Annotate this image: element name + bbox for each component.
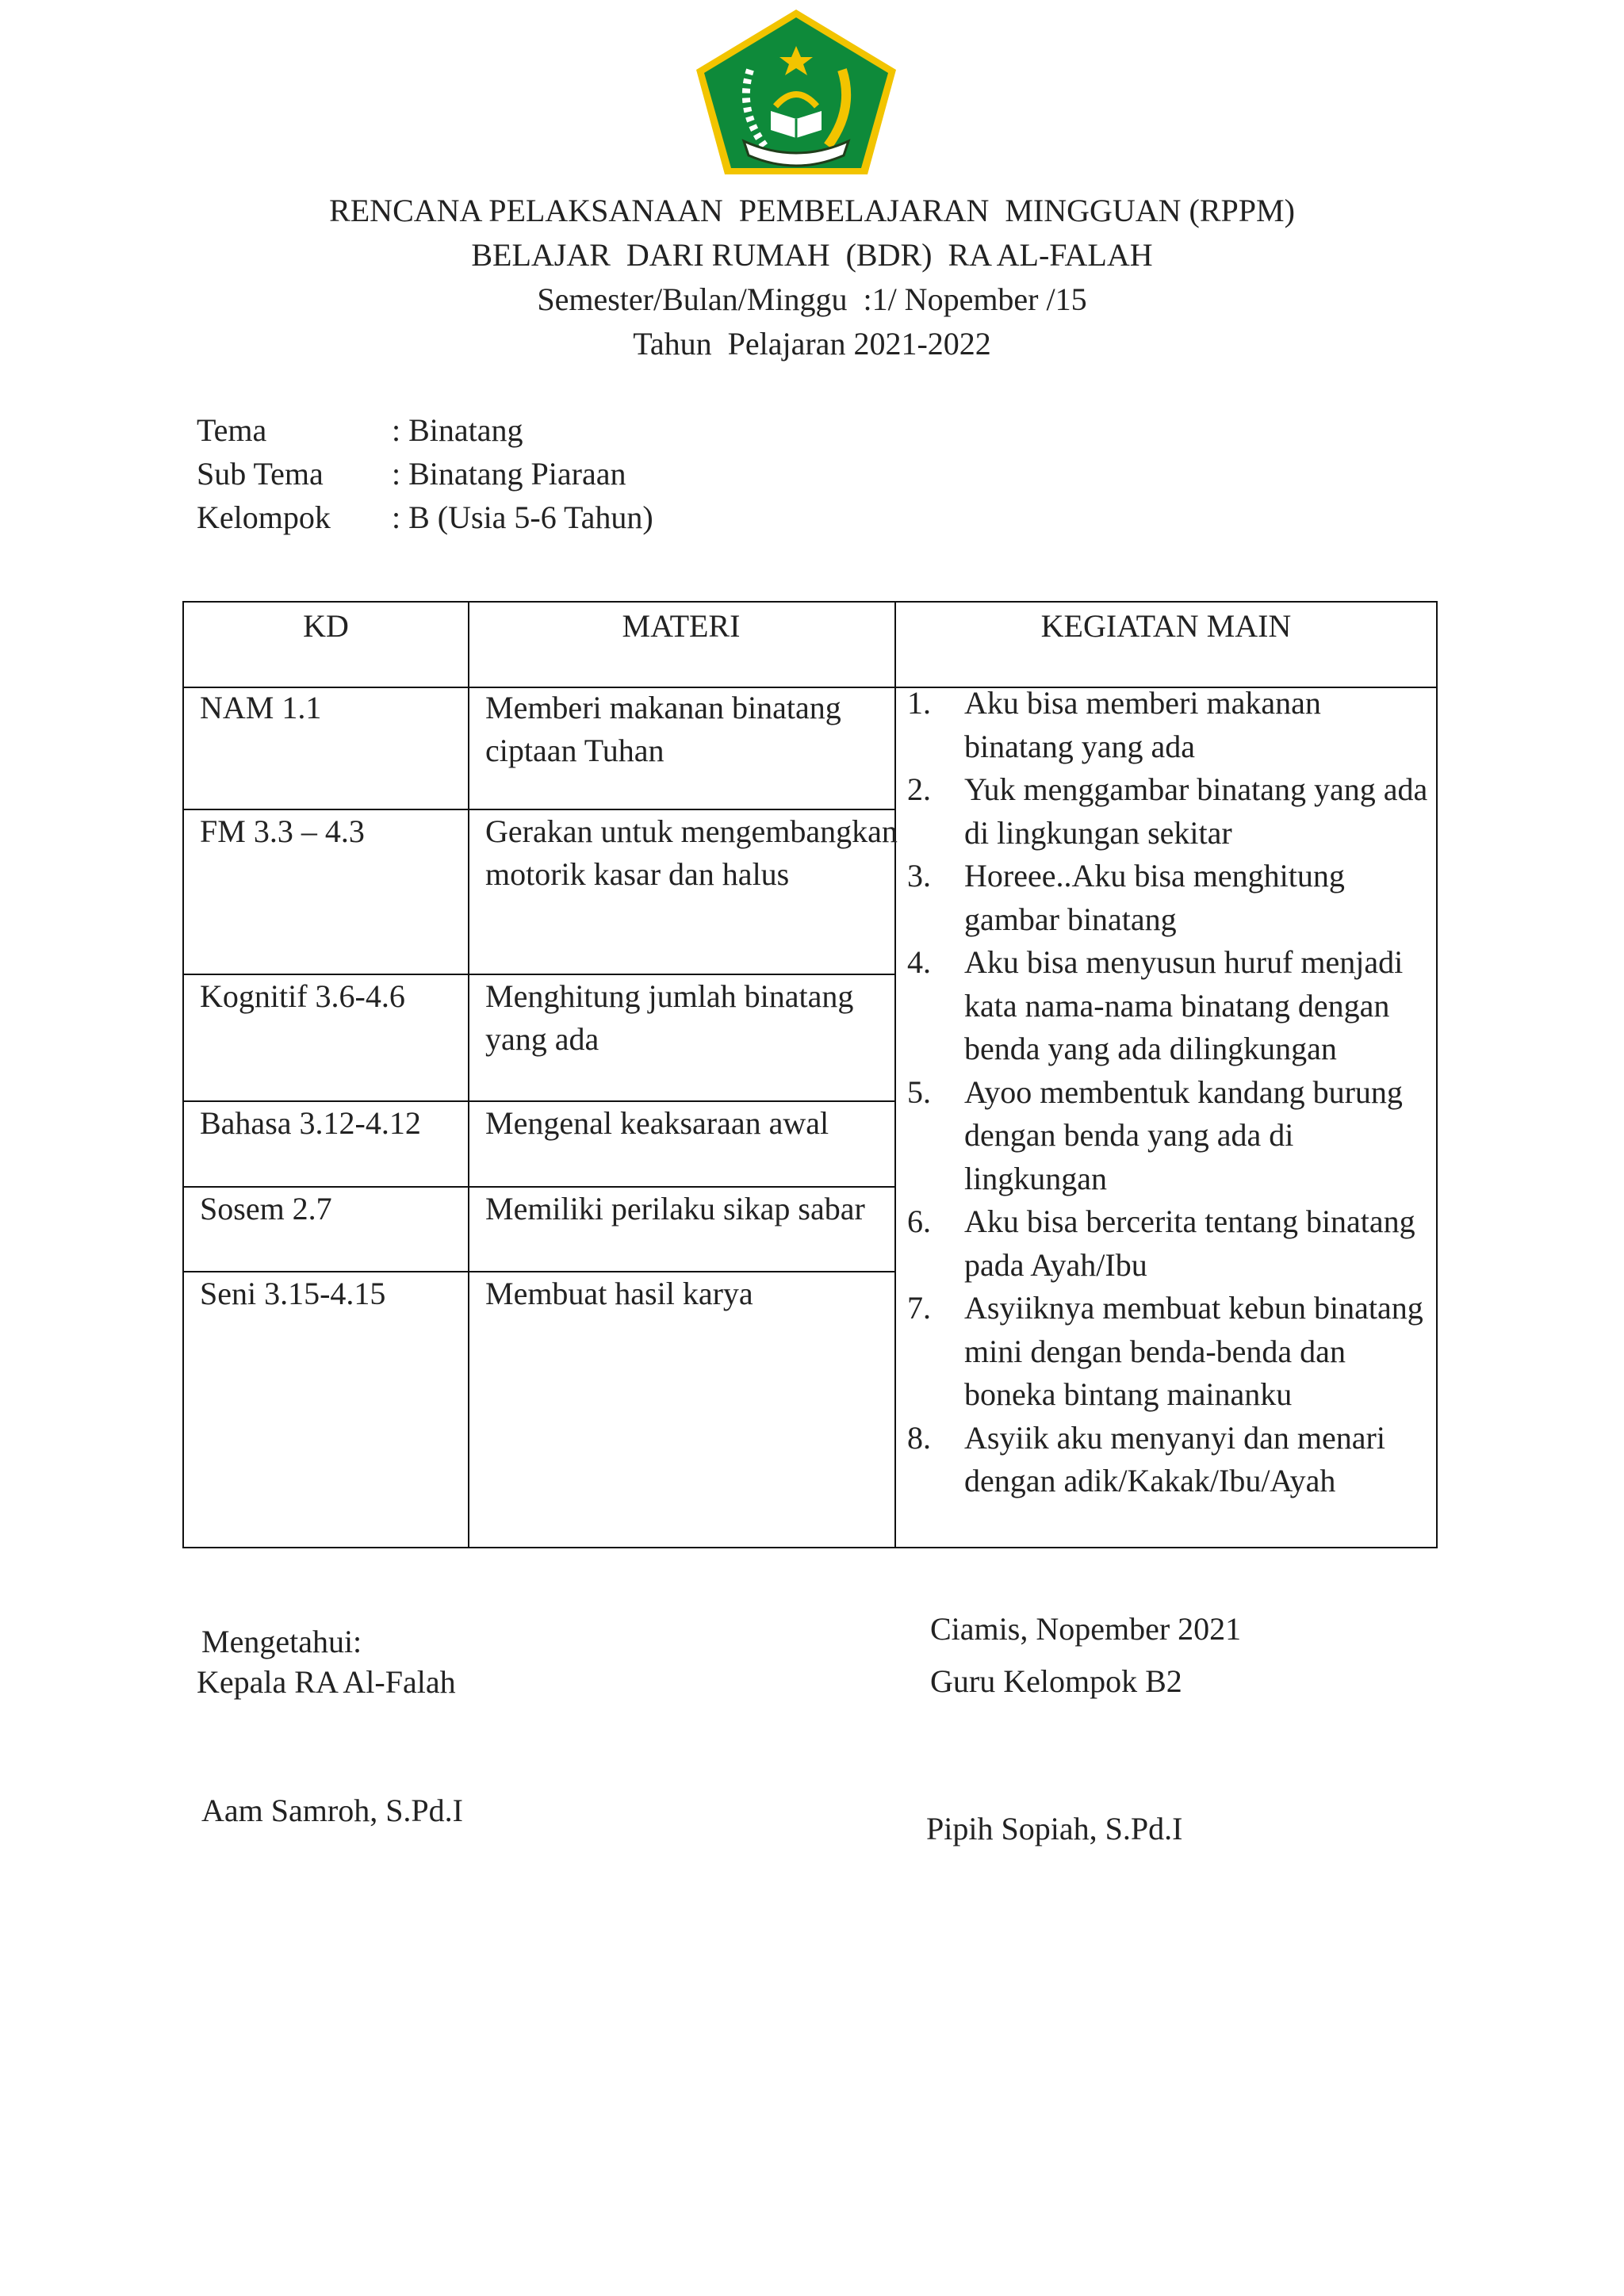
info-row-kelompok [197, 496, 831, 539]
document-header [0, 189, 1624, 233]
list-number: 2. [907, 771, 931, 807]
approval-label: Mengetahui: [201, 1624, 362, 1659]
list-text: Horeee..Aku bisa menghitung gambar binatang [964, 858, 1345, 937]
list-text: Aku bisa bercerita tentang binatang pada Ayah/Ibu [964, 1203, 1415, 1283]
kd-cell: Bahasa 3.12-4.12 [200, 1105, 421, 1141]
list-item [907, 682, 1431, 768]
list-item [907, 768, 1431, 855]
info-value: : Binatang Piaraan [392, 456, 626, 492]
materi-cell: Membuat hasil karya [485, 1276, 753, 1311]
teacher-title: Guru Kelompok B2 [930, 1663, 1182, 1699]
list-text: Yuk menggambar binatang yang ada di lingkungan sekitar [964, 771, 1428, 851]
info-block [197, 408, 831, 539]
teacher-name: Pipih Sopiah, S.Pd.I [926, 1811, 1183, 1846]
list-text: Aku bisa memberi makanan binatang yang ada [964, 685, 1321, 764]
info-row-tema [197, 408, 831, 452]
kd-cell: Seni 3.15-4.15 [200, 1276, 386, 1311]
header-line2-wrap [0, 233, 1624, 277]
header-line3-wrap [0, 277, 1624, 322]
column-header-materi: MATERI [622, 608, 741, 644]
info-label: Sub Tema [197, 456, 324, 492]
list-item [907, 941, 1431, 1071]
list-item [907, 1071, 1431, 1201]
plan-table [182, 601, 1438, 1548]
materi-cell: Memiliki perilaku sikap sabar [485, 1191, 865, 1226]
kd-cell: FM 3.3 – 4.3 [200, 813, 365, 849]
list-number: 3. [907, 858, 931, 894]
header-line4-wrap [0, 322, 1624, 366]
list-item [907, 855, 1431, 941]
place-date: Ciamis, Nopember 2021 [930, 1611, 1242, 1647]
materi-cell: Memberi makanan binatang ciptaan Tuhan [485, 690, 841, 768]
kd-cell: Kognitif 3.6-4.6 [200, 978, 405, 1014]
list-item [907, 1200, 1431, 1287]
list-text: Aku bisa menyusun huruf menjadi kata nama-nama binatang dengan benda yang ada dilingkungan [964, 944, 1404, 1066]
kd-cell: Sosem 2.7 [200, 1191, 332, 1226]
kd-cell: NAM 1.1 [200, 690, 322, 725]
info-label: Tema [197, 412, 267, 448]
list-number: 4. [907, 944, 931, 980]
list-text: Asyiiknya membuat kebun binatang mini dengan benda-benda dan boneka bintang mainanku [964, 1290, 1423, 1412]
list-number: 5. [907, 1073, 931, 1110]
list-text: Asyiik aku menyanyi dan menari dengan adik/Kakak/Ibu/Ayah [964, 1419, 1385, 1498]
list-item [907, 1287, 1431, 1417]
list-number: 7. [907, 1290, 931, 1326]
activity-list [907, 682, 1431, 1503]
list-number: 6. [907, 1203, 931, 1239]
header-semester: Semester/Bulan/Minggu :1/ Nopember /15 [537, 281, 1087, 317]
info-value: : B (Usia 5-6 Tahun) [392, 499, 653, 535]
header-title: RENCANA PELAKSANAAN PEMBELAJARAN MINGGUAN (RPPM) [329, 193, 1295, 228]
materi-cell: Mengenal keaksaraan awal [485, 1105, 829, 1141]
column-header-kegiatan: KEGIATAN MAIN [1040, 608, 1292, 644]
header-school-year: Tahun Pelajaran 2021-2022 [633, 326, 991, 362]
principal-name: Aam Samroh, S.Pd.I [201, 1793, 463, 1828]
list-item [907, 1417, 1431, 1503]
materi-cell: Menghitung jumlah binatang yang ada [485, 978, 854, 1057]
info-label: Kelompok [197, 499, 331, 535]
column-divider [468, 603, 469, 1547]
info-value: : Binatang [392, 412, 523, 448]
materi-cell: Gerakan untuk mengembangkan motorik kasar dan halus [485, 813, 898, 892]
info-row-subtema [197, 452, 831, 496]
list-text: Ayoo membentuk kandang burung dengan benda yang ada di lingkungan [964, 1073, 1403, 1196]
list-number: 8. [907, 1419, 931, 1456]
column-header-kd: KD [303, 608, 349, 644]
principal-title: Kepala RA Al-Falah [197, 1664, 456, 1700]
header-subtitle: BELAJAR DARI RUMAH (BDR) RA AL-FALAH [471, 237, 1153, 273]
list-number: 1. [907, 685, 931, 721]
kemenag-emblem-icon [688, 6, 904, 179]
